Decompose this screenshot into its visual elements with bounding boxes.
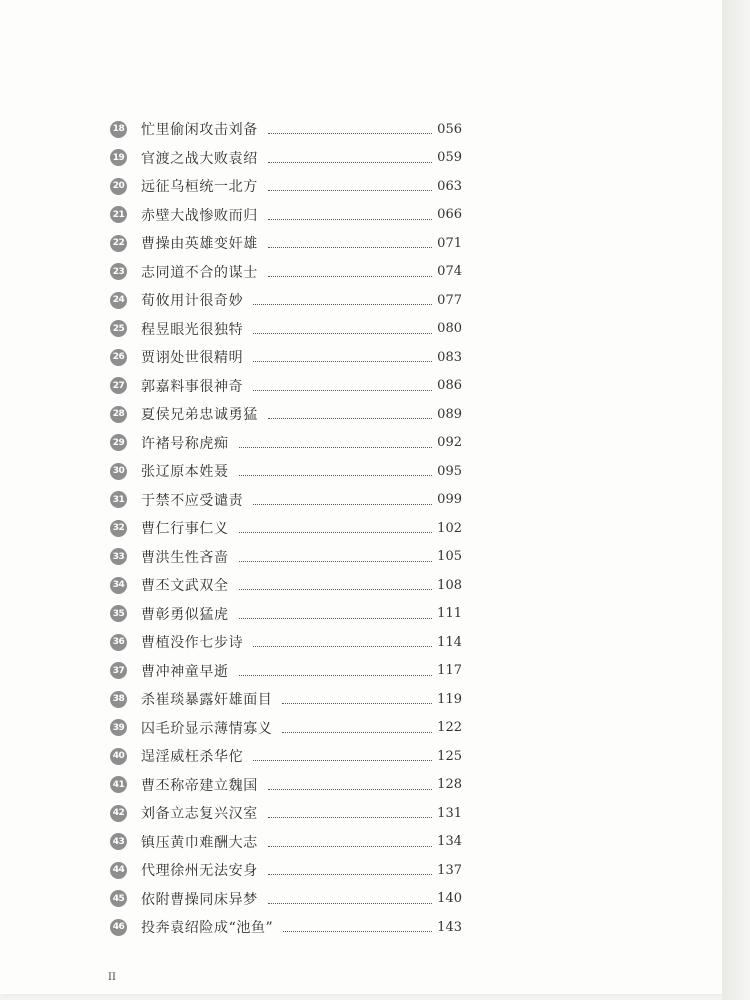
toc-entry[interactable] [110, 685, 462, 714]
chapter-number-badge: 26 [110, 349, 127, 366]
toc-entry[interactable] [110, 628, 462, 657]
toc-entry[interactable] [110, 486, 462, 515]
chapter-title: 张辽原本姓聂 [141, 464, 229, 481]
chapter-number-badge: 25 [110, 320, 127, 337]
toc-entry[interactable] [110, 229, 462, 258]
chapter-page-number: 074 [437, 264, 462, 280]
chapter-title: 程昱眼光很独特 [141, 321, 244, 338]
chapter-page-number: 063 [437, 178, 462, 194]
chapter-title: 贾诩处世很精明 [141, 350, 244, 367]
dot-leader [268, 902, 432, 904]
dot-leader [253, 645, 432, 647]
chapter-number-badge: 28 [110, 406, 127, 423]
dot-leader [282, 702, 432, 704]
chapter-title: 刘备立志复兴汉室 [141, 806, 258, 823]
chapter-title: 曹冲神童早逝 [141, 663, 229, 680]
chapter-page-number: 111 [437, 606, 462, 622]
chapter-title: 曹丕文武双全 [141, 578, 229, 595]
dot-leader [239, 446, 432, 448]
toc-entry[interactable] [110, 714, 462, 743]
chapter-number-badge: 42 [110, 805, 127, 822]
chapter-number-badge: 22 [110, 235, 127, 252]
chapter-page-number: 119 [437, 691, 462, 707]
dot-leader [239, 674, 432, 676]
chapter-title: 忙里偷闲攻击刘备 [141, 122, 258, 139]
chapter-page-number: 066 [437, 207, 462, 223]
toc-entry[interactable] [110, 543, 462, 572]
dot-leader [283, 930, 432, 932]
chapter-number-badge: 24 [110, 292, 127, 309]
chapter-title: 志同道不合的谋士 [141, 264, 258, 281]
chapter-page-number: 059 [437, 150, 462, 166]
chapter-number-badge: 35 [110, 605, 127, 622]
toc-entry[interactable] [110, 315, 462, 344]
chapter-title: 曹洪生性吝啬 [141, 549, 229, 566]
toc-entry[interactable] [110, 258, 462, 287]
dot-leader [268, 132, 432, 134]
chapter-number-badge: 41 [110, 776, 127, 793]
chapter-page-number: 099 [437, 492, 462, 508]
chapter-title: 代理徐州无法安身 [141, 863, 258, 880]
toc-entry[interactable] [110, 856, 462, 885]
chapter-page-number: 089 [437, 406, 462, 422]
dot-leader [239, 588, 432, 590]
chapter-title: 曹植没作七步诗 [141, 635, 244, 652]
chapter-page-number: 080 [437, 321, 462, 337]
chapter-number-badge: 46 [110, 919, 127, 936]
chapter-title: 郭嘉料事很神奇 [141, 378, 244, 395]
chapter-number-badge: 45 [110, 890, 127, 907]
toc-entry[interactable] [110, 571, 462, 600]
toc-entry[interactable] [110, 913, 462, 942]
chapter-title: 曹丕称帝建立魏国 [141, 777, 258, 794]
chapter-title: 投奔袁绍险成“池鱼” [141, 920, 274, 937]
chapter-page-number: 071 [437, 235, 462, 251]
chapter-page-number: 086 [437, 378, 462, 394]
chapter-title: 曹仁行事仁义 [141, 521, 229, 538]
toc-entry[interactable] [110, 742, 462, 771]
toc-entry[interactable] [110, 372, 462, 401]
chapter-number-badge: 40 [110, 748, 127, 765]
dot-leader [239, 617, 432, 619]
chapter-page-number: 056 [437, 121, 462, 137]
dot-leader [268, 218, 432, 220]
chapter-page-number: 077 [437, 292, 462, 308]
toc-entry[interactable] [110, 172, 462, 201]
chapter-title: 赤壁大战惨败而归 [141, 207, 258, 224]
chapter-title: 许褚号称虎痴 [141, 435, 229, 452]
dot-leader [268, 816, 432, 818]
dot-leader [253, 360, 432, 362]
toc-entry[interactable] [110, 828, 462, 857]
dot-leader [253, 303, 432, 305]
chapter-number-badge: 44 [110, 862, 127, 879]
dot-leader [253, 332, 432, 334]
toc-entry[interactable] [110, 286, 462, 315]
dot-leader [268, 873, 432, 875]
toc-entry[interactable] [110, 343, 462, 372]
chapter-page-number: 128 [437, 777, 462, 793]
chapter-page-number: 108 [437, 577, 462, 593]
table-of-contents [110, 115, 462, 942]
toc-entry[interactable] [110, 799, 462, 828]
dot-leader [268, 845, 432, 847]
chapter-page-number: 131 [437, 805, 462, 821]
dot-leader [268, 161, 432, 163]
chapter-number-badge: 32 [110, 520, 127, 537]
chapter-page-number: 092 [437, 435, 462, 451]
chapter-number-badge: 27 [110, 377, 127, 394]
dot-leader [253, 389, 432, 391]
chapter-title: 官渡之战大败袁绍 [141, 150, 258, 167]
chapter-title: 夏侯兄弟忠诚勇猛 [141, 407, 258, 424]
toc-entry[interactable] [110, 885, 462, 914]
chapter-page-number: 137 [437, 862, 462, 878]
toc-entry[interactable] [110, 657, 462, 686]
dot-leader [282, 731, 432, 733]
chapter-title: 曹操由英雄变奸雄 [141, 236, 258, 253]
chapter-title: 囚毛玠显示薄情寡义 [141, 720, 273, 737]
chapter-title: 杀崔琰暴露奸雄面目 [141, 692, 273, 709]
chapter-number-badge: 20 [110, 178, 127, 195]
dot-leader [253, 503, 432, 505]
chapter-title: 逞淫威枉杀华佗 [141, 749, 244, 766]
dot-leader [268, 246, 432, 248]
chapter-page-number: 114 [437, 634, 462, 650]
page-folio: II [108, 972, 116, 983]
chapter-number-badge: 37 [110, 662, 127, 679]
toc-entry[interactable] [110, 201, 462, 230]
toc-entry[interactable] [110, 457, 462, 486]
chapter-number-badge: 18 [110, 121, 127, 138]
chapter-page-number: 117 [437, 663, 462, 679]
chapter-number-badge: 19 [110, 149, 127, 166]
chapter-number-badge: 30 [110, 463, 127, 480]
chapter-page-number: 134 [437, 834, 462, 850]
chapter-page-number: 125 [437, 748, 462, 764]
chapter-number-badge: 36 [110, 634, 127, 651]
dot-leader [239, 560, 432, 562]
chapter-number-badge: 34 [110, 577, 127, 594]
toc-entry[interactable] [110, 600, 462, 629]
toc-entry[interactable] [110, 514, 462, 543]
dot-leader [268, 275, 432, 277]
chapter-number-badge: 33 [110, 548, 127, 565]
dot-leader [239, 531, 432, 533]
chapter-page-number: 140 [437, 891, 462, 907]
toc-entry[interactable] [110, 144, 462, 173]
chapter-title: 远征乌桓统一北方 [141, 179, 258, 196]
chapter-number-badge: 29 [110, 434, 127, 451]
toc-entry[interactable] [110, 400, 462, 429]
chapter-page-number: 083 [437, 349, 462, 365]
chapter-number-badge: 39 [110, 719, 127, 736]
chapter-number-badge: 38 [110, 691, 127, 708]
chapter-title: 荀攸用计很奇妙 [141, 293, 244, 310]
chapter-page-number: 122 [437, 720, 462, 736]
chapter-number-badge: 31 [110, 491, 127, 508]
chapter-page-number: 143 [437, 919, 462, 935]
chapter-page-number: 095 [437, 463, 462, 479]
chapter-title: 依附曹操同床异梦 [141, 891, 258, 908]
chapter-page-number: 105 [437, 549, 462, 565]
toc-entry[interactable] [110, 115, 462, 144]
dot-leader [253, 759, 432, 761]
dot-leader [239, 474, 432, 476]
chapter-number-badge: 23 [110, 263, 127, 280]
page-edge [722, 0, 750, 1000]
chapter-title: 于禁不应受谴责 [141, 492, 244, 509]
chapter-title: 镇压黄巾难酬大志 [141, 834, 258, 851]
chapter-number-badge: 43 [110, 833, 127, 850]
toc-entry[interactable] [110, 429, 462, 458]
dot-leader [268, 189, 432, 191]
chapter-number-badge: 21 [110, 206, 127, 223]
chapter-title: 曹彰勇似猛虎 [141, 606, 229, 623]
toc-entry[interactable] [110, 771, 462, 800]
dot-leader [268, 788, 432, 790]
dot-leader [268, 417, 432, 419]
chapter-page-number: 102 [437, 520, 462, 536]
